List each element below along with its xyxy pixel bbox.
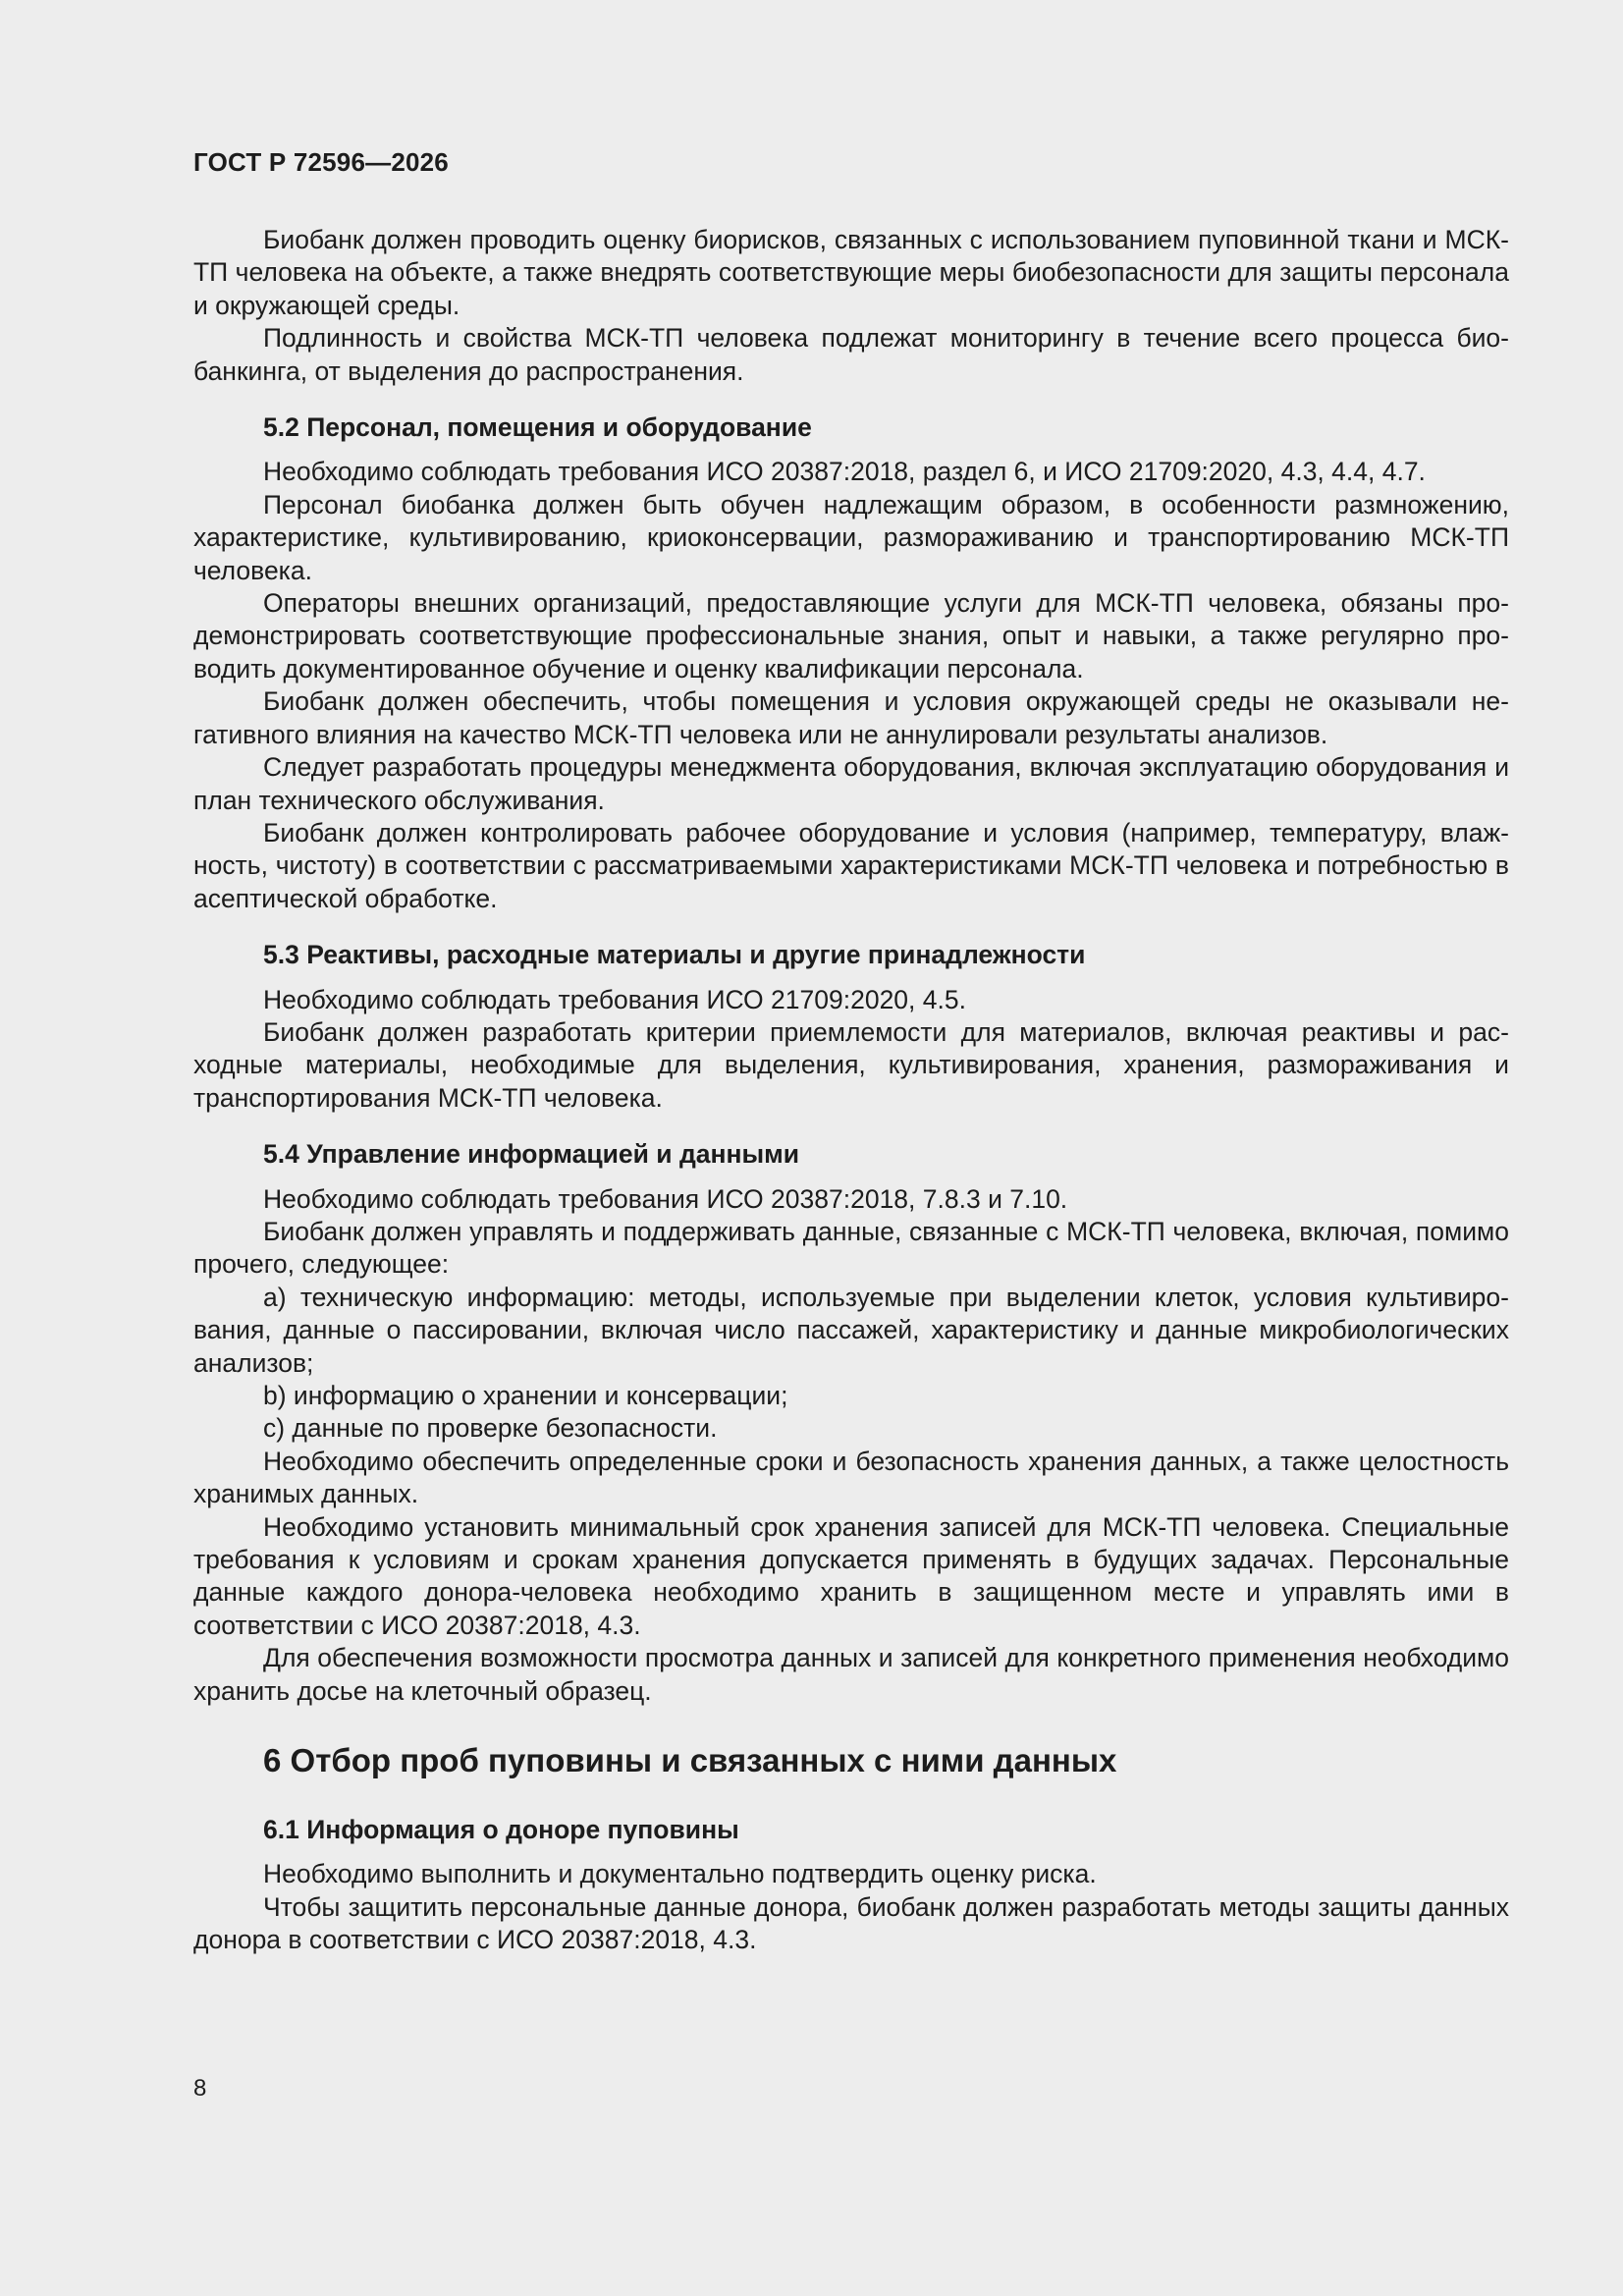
paragraph: Биобанк должен разработать критерии приемлемости для материалов, включая реактивы и расходные материалы, необходимые для выделения, культивирования, хранения, размораживания и транспортирования МСК-ТП человека. <box>193 1016 1509 1113</box>
paragraph: Подлинность и свойства МСК-ТП человека подлежат мониторингу в течение всего процесса биобанкинга, от выделения до распространения. <box>193 323 1509 386</box>
paragraph: Следует разработать процедуры менеджмента оборудования, включая эксплуатацию оборудования и план технического обслуживания. <box>193 752 1509 815</box>
section-heading-5-4: 5.4 Управление информацией и данными <box>263 1139 800 1170</box>
paragraph: Операторы внешних организаций, предоставляющие услуги для МСК-ТП человека, обязаны продемонстрировать соответствующие профессиональные знания, опыт и навыки, а также регулярно проводить документированное обучение и оценку квалификации персонала. <box>193 588 1509 683</box>
paragraph: Необходимо установить минимальный срок хранения записей для МСК-ТП человека. Специальные требования к условиям и срокам хранения допускается применять в будущих задачах. Персональные данные каждого донора-человека необходимо хранить в защищенном месте и управлять ими в соответствии с ИСО 20387:2018, 4.3. <box>193 1511 1509 1640</box>
paragraph: Биобанк должен обеспечить, чтобы помещения и условия окружающей среды не оказывали негативного влияния на качество МСК-ТП человека или не аннулировали результаты анализов. <box>193 686 1509 749</box>
paragraph: Чтобы защитить персональные данные донора, биобанк должен разработать методы защиты данных донора в соответствии с ИСО 20387:2018, 4.3. <box>193 1891 1509 1955</box>
paragraph: Необходимо соблюдать требования ИСО 21709:2020, 4.5. <box>263 984 966 1014</box>
list-item-a: a) техническую информацию: методы, используемые при выделении клеток, условия культивирования, данные о пассировании, включая число пассажей, характеристику и данные микробиологических анализов; <box>193 1282 1509 1378</box>
section-heading-5-3: 5.3 Реактивы, расходные материалы и другие принадлежности <box>263 940 1086 970</box>
document-code-header: ГОСТ Р 72596—2026 <box>193 147 449 177</box>
paragraph: Биобанк должен проводить оценку биорисков, связанных с использованием пуповинной ткани и МСК-ТП человека на объекте, а также внедрять соответствующие меры биобезопасности для защиты персонала и окружающей среды. <box>193 225 1509 320</box>
paragraph: Персонал биобанка должен быть обучен надлежащим образом, в особенности размножению, характеристике, культивированию, криоконсервации, размораживанию и транспортированию МСК-ТП человека. <box>193 489 1509 585</box>
paragraph: Биобанк должен контролировать рабочее оборудование и условия (например, температуру, влажность, чистоту) в соответствии с рассматриваемыми характеристиками МСК-ТП человека и потребностью в асептической обработке. <box>193 817 1509 913</box>
paragraph: Необходимо выполнить и документально подтвердить оценку риска. <box>263 1859 1097 1889</box>
paragraph: Необходимо обеспечить определенные сроки и безопасность хранения данных, а также целостность хранимых данных. <box>193 1446 1509 1509</box>
paragraph: Необходимо соблюдать требования ИСО 20387:2018, раздел 6, и ИСО 21709:2020, 4.3, 4.4, 4.7. <box>263 457 1426 487</box>
section-heading-6-1: 6.1 Информация о доноре пуповины <box>263 1815 739 1845</box>
paragraph: Биобанк должен управлять и поддерживать данные, связанные с МСК-ТП человека, включая, помимо прочего, следующее: <box>193 1216 1509 1280</box>
page-number: 8 <box>193 2075 207 2102</box>
section-heading-5-2: 5.2 Персонал, помещения и оборудование <box>263 412 812 443</box>
list-item-c: c) данные по проверке безопасности. <box>263 1413 718 1444</box>
document-body <box>193 224 1509 1957</box>
list-item-b: b) информацию о хранении и консервации; <box>263 1381 788 1410</box>
section-heading-6: 6 Отбор проб пуповины и связанных с ними данных <box>263 1742 1117 1779</box>
paragraph: Необходимо соблюдать требования ИСО 20387:2018, 7.8.3 и 7.10. <box>263 1183 1068 1214</box>
paragraph: Для обеспечения возможности просмотра данных и записей для конкретного применения необходимо хранить досье на клеточный образец. <box>193 1643 1509 1706</box>
